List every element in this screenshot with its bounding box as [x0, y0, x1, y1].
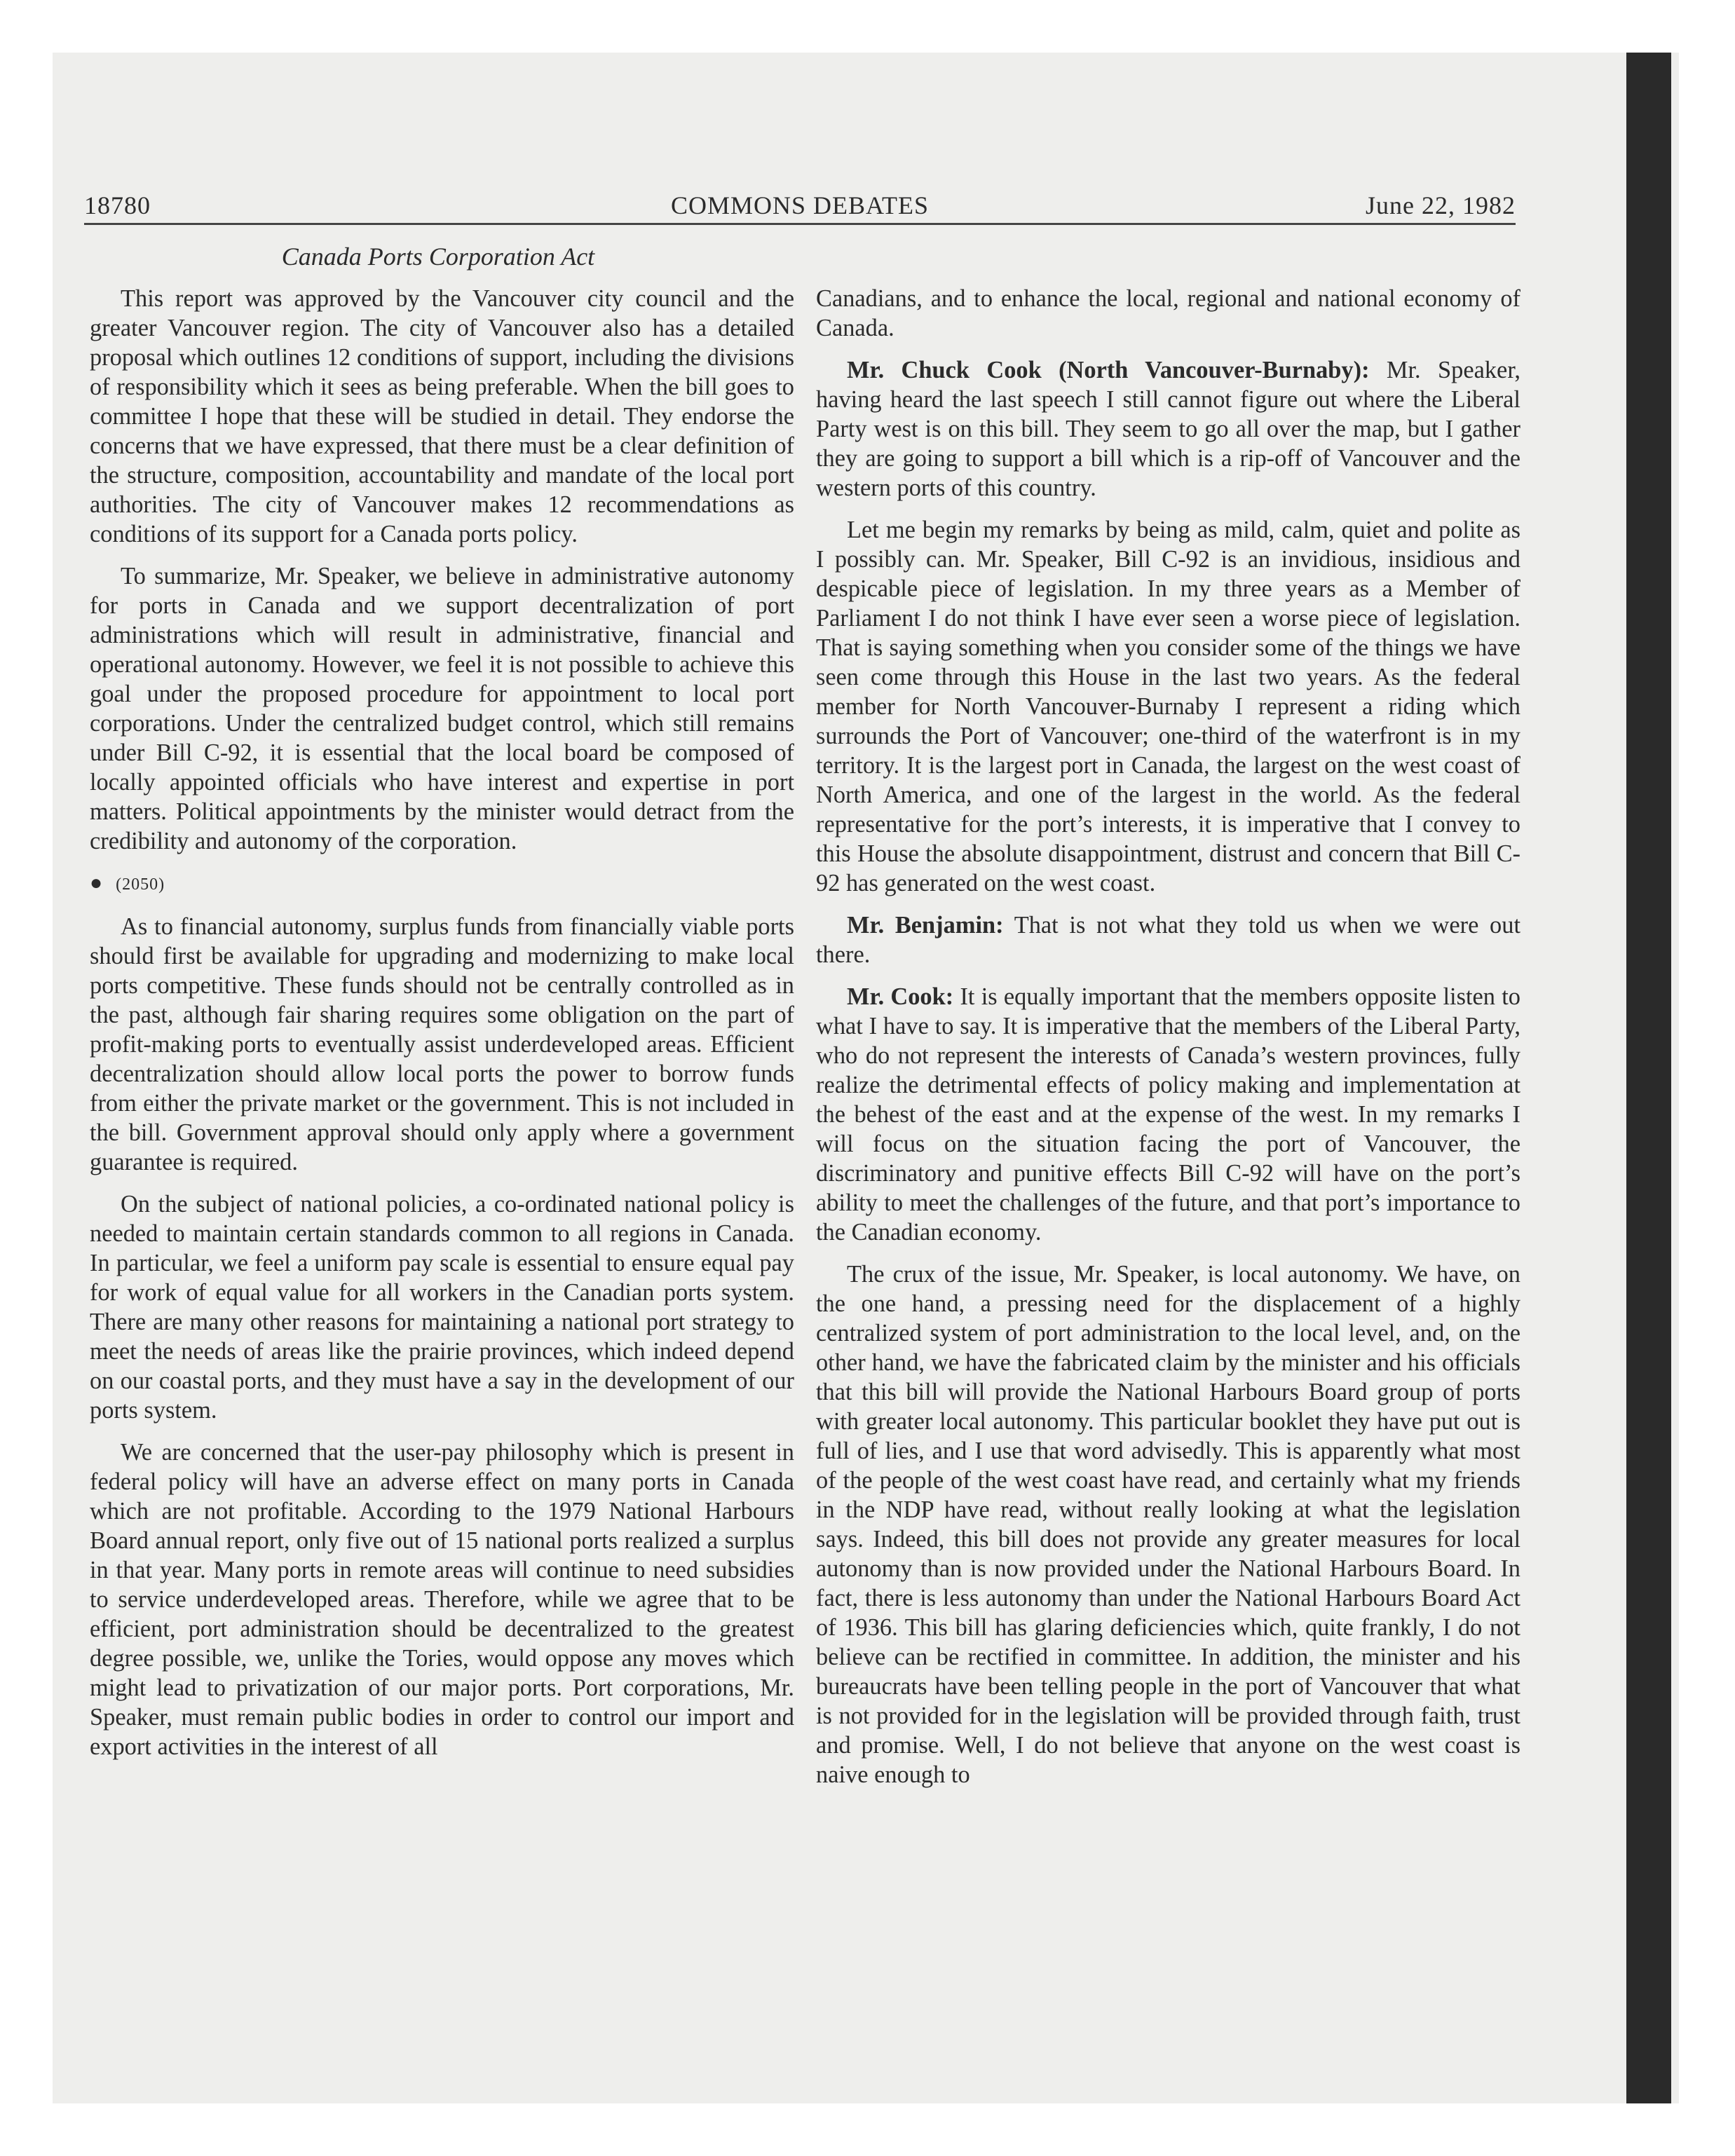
- speech-text: It is equally important that the members opposite listen to what I have to say. It is imperative that the members of the Liberal Party, who do not represent the interests of Canada’s western provinces, fully realize the detrimental effects of policy making and implementation at the behest of the east and at the expense of the west. In my remarks I will focus on the situation facing the port of Vancouver, the discriminatory and punitive effects Bill C-92 will have on the port’s ability to meet the challenges of the future, and that port’s importance to the Canadian economy.: [816, 983, 1520, 1246]
- paragraph: We are concerned that the user-pay philosophy which is present in federal policy will have an adverse effect on many ports in Canada which are not profitable. According to the 1979 National Harbours Board annual report, only five out of 15 national ports realized a surplus in that year. Many ports in remote areas will continue to need subsidies to service underdeveloped areas. Therefore, while we agree that to be efficient, port administration should be decentralized to the greatest degree possible, we, unlike the Tories, would oppose any moves which might lead to privatization of our major ports. Port corporations, Mr. Speaker, must remain public bodies in order to control our import and export activities in the interest of all: [90, 1439, 794, 1760]
- left-column: [90, 284, 794, 1774]
- publication-title: COMMONS DEBATES: [670, 191, 930, 219]
- paragraph: This report was approved by the Vancouver city council and the greater Vancouver region. The city of Vancouver also has a detailed proposal which outlines 12 conditions of support, including the divisions of responsibility which it sees as being preferable. When the bill goes to committee I hope that these will be studied in detail. They endorse the concerns that we have expressed, that there must be a clear definition of the structure, composition, accountability and mandate of the local port authorities. The city of Vancouver makes 12 recommendations as conditions of its support for a Canada ports policy.: [90, 285, 794, 547]
- scan-edge-shadow: [1626, 53, 1671, 2103]
- paragraph: Let me begin my remarks by being as mild, calm, quiet and polite as I possibly can. Mr. Speaker, Bill C-92 is an invidious, insidious and despicable piece of legislation. In my three years as a Member of Parliament I do not think I have ever seen a worse piece of legislation. That is saying something when you consider some of the things we have seen come through this House in the last two years. As the federal member for North Vancouver-Burnaby I represent a riding which surrounds the Port of Vancouver; one-third of the waterfront is in my territory. It is the largest port in Canada, the largest on the west coast of North America, and one of the largest in the world. As the federal representative for the port’s interests, it is imperative that I convey to this House the absolute disappointment, distrust and concern that Bill C-92 has generated on the west coast.: [816, 517, 1520, 896]
- speech-paragraph: [816, 355, 1520, 503]
- page-number: 18780: [84, 191, 151, 219]
- bullet-icon: ●: [90, 871, 104, 894]
- paragraph: To summarize, Mr. Speaker, we believe in administrative autonomy for ports in Canada and we support decentralization of port administrations which will result in administrative, financial and operational autonomy. However, we feel it is not possible to achieve this goal under the proposed procedure for appointment to local port corporations. Under the centralized budget control, which still remains under Bill C-92, it is essential that the local board be composed of locally appointed officials who have interest and expertise in port matters. Political appointments by the minister would detract from the credibility and autonomy of the corporation.: [90, 563, 794, 854]
- section-title: Canada Ports Corporation Act: [281, 243, 595, 271]
- paragraph-continued: Canadians, and to enhance the local, regional and national economy of Canada.: [816, 285, 1520, 341]
- paragraph: The crux of the issue, Mr. Speaker, is local autonomy. We have, on the one hand, a pressing need for the displacement of a highly centralized system of port administration to the local level, and, on the other hand, we have the fabricated claim by the minister and his officials that this bill will provide the National Harbours Board group of ports with greater local autonomy. This particular booklet they have put out is full of lies, and I use that word advisedly. This is apparently what most of the people of the west coast have read, and certainly what my friends in the NDP have read, without really looking at what the legislation says. Indeed, this bill does not provide any greater measures for local autonomy than is now provided under the National Harbours Board. In fact, there is less autonomy than under the National Harbours Board Act of 1936. This bill has glaring deficiencies which, quite frankly, I do not believe can be rectified in committee. In addition, the minister and his bureaucrats have been telling people in the port of Vancouver that what is not provided for in the legislation will be provided through faith, trust and promise. Well, I do not believe that anyone on the west coast is naive enough to: [816, 1261, 1520, 1788]
- running-header: [84, 188, 1516, 225]
- speech-paragraph: [816, 982, 1520, 1247]
- speaker-name: Mr. Benjamin:: [847, 912, 1004, 939]
- speech-paragraph: [816, 910, 1520, 969]
- paragraph: As to financial autonomy, surplus funds from financially viable ports should first be available for upgrading and modernizing to make local ports competitive. These funds should not be centrally controlled as in the past, although fair sharing requires some obligation on the part of profit-making ports to eventually assist underdeveloped areas. Efficient decentralization should allow local ports the power to borrow funds from either the private market or the government. This is not included in the bill. Government approval should only apply where a government guarantee is required.: [90, 913, 794, 1175]
- right-column: [816, 284, 1520, 1802]
- time-marker: [90, 868, 794, 899]
- time-marker-text: (2050): [116, 875, 165, 894]
- speaker-name: Mr. Cook:: [847, 983, 954, 1010]
- speaker-name: Mr. Chuck Cook (North Vancouver-Burnaby):: [847, 357, 1370, 383]
- speech-text: That is not what they told us when we were out there.: [816, 912, 1521, 968]
- speech-text: Mr. Speaker, having heard the last speech I still cannot figure out where the Liberal Party west is on this bill. They seem to go all over the map, but I gather they are going to support a bill which is a rip-off of Vancouver and the western ports of this country.: [816, 357, 1520, 501]
- paragraph: On the subject of national policies, a co-ordinated national policy is needed to maintain certain standards common to all regions in Canada. In particular, we feel a uniform pay scale is essential to ensure equal pay for work of equal value for all workers in the Canadian ports system. There are many other reasons for maintaining a national port strategy to meet the needs of areas like the prairie provinces, which indeed depend on our coastal ports, and they must have a say in the development of our ports system.: [90, 1191, 794, 1424]
- header-date: June 22, 1982: [1366, 191, 1516, 219]
